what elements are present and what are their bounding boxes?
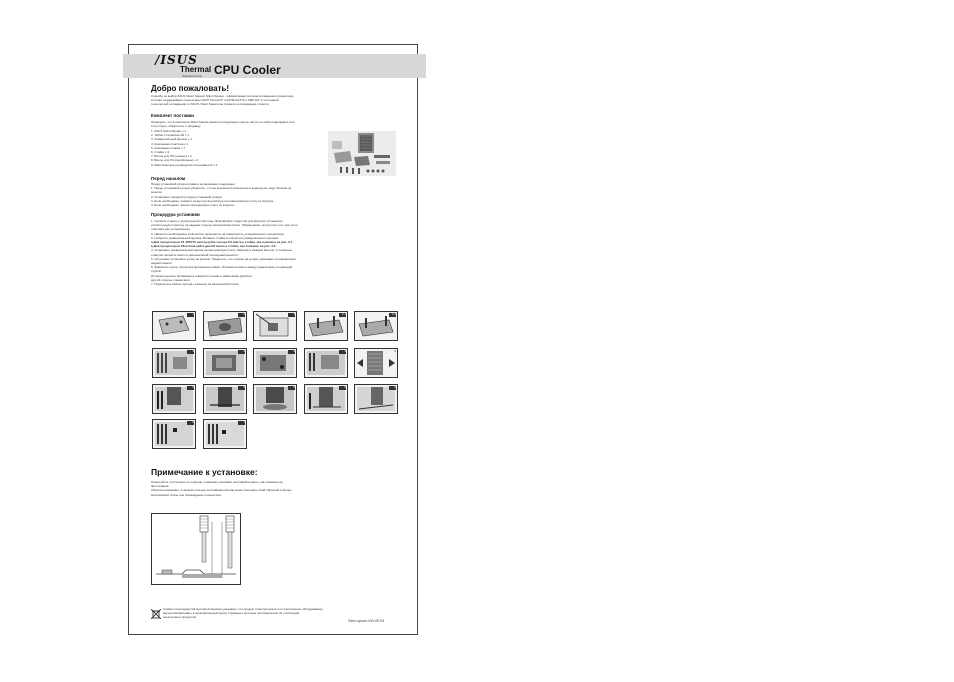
step-number: 6 [394, 385, 396, 389]
list-item: 1. ASUS Silent Square x 1 [151, 129, 187, 133]
step-number: 4 [243, 349, 245, 353]
step-number: 4 [293, 349, 295, 353]
text-line: a.Для процессоров P4 478/775 используйте четыре P4 винта в стойки, как показано на рис. 3.1. [151, 240, 293, 245]
installation-note-text [151, 480, 292, 497]
text-line: технологией охлаждения от ASUS, Silent Square вы примете охлаждающие отрасли. [151, 102, 270, 107]
text-line: которая поддерживает процессоры Intel® Pentium® 4 и/P4/LGA775 и AMD K8. С последней [151, 98, 279, 103]
text-line: нельзя выбрасывать в муниципальный мусор. Проверьте местные постановления об утилизации [163, 611, 300, 616]
weee-notice [163, 607, 323, 620]
step-number: 7 [243, 420, 245, 424]
before-heading: Перед началом [151, 176, 186, 181]
text-line: усилительную пластину на заднюю сторону материнской платы. (Примечание: пропустите этот шаг если [151, 223, 298, 228]
text-line: розетки. [151, 190, 163, 195]
package-intro [151, 120, 294, 128]
step-illustration [253, 311, 297, 341]
list-item: 6. Стойки x 4 [151, 150, 170, 155]
step-illustration [152, 419, 196, 449]
text-line: b.Для процессоров K8 используйте два K8 винта в стойки, как показано на рис. 3.2. [151, 244, 277, 249]
step-illustration [304, 384, 348, 414]
step-number: 3.1 [341, 312, 346, 316]
package-contents-photo [328, 131, 396, 176]
step-illustration [304, 311, 348, 341]
list-item: 3. Универсальный крепеж x 1 [151, 137, 192, 142]
installation-note-heading: Примечание к установке: [151, 467, 258, 477]
step-illustration [253, 384, 297, 414]
step-number: 2 [243, 312, 245, 316]
step-illustration [253, 348, 297, 378]
step-illustration [304, 348, 348, 378]
text-line: отсутствует, обратитесь к продавцу: [151, 124, 202, 129]
step-number: 4 [344, 349, 346, 353]
package-heading: Комплект поставки [151, 113, 194, 118]
step-number: 3.2 [391, 312, 396, 316]
text-line: пластина уже установлена.) [151, 227, 191, 232]
document-title: CPU Cooler [214, 63, 281, 77]
procedure-text [151, 219, 297, 286]
text-line: электронных продуктов. [163, 615, 197, 620]
text-line: Их можно крепить вставками в отверстия планки и навинчивая рукой на [151, 273, 252, 278]
text-line: Проверьте, что в комплекте Silent Square имеются следующие пункты. Если что-либо повреждено или [151, 120, 295, 124]
list-item: 9. Многоязычное руководство пользователя x 1 [151, 162, 218, 167]
step-number: 6 [293, 385, 295, 389]
list-item: 4. Крепежная пластина x 1 [151, 141, 189, 146]
step-number: 6 [192, 420, 194, 424]
thermal-logo-text: Thermal [180, 65, 212, 74]
text-line: 4. Если необходимо, выньте материнскую плату из корпуса. [151, 203, 235, 208]
step-illustration [152, 348, 196, 378]
text-line: 2. Установите процессор перед установкой кулера. [151, 194, 223, 199]
text-line: 4. Установите универсальный крепеж на материнскую плату. Закрепите каждым винтом. С помощью [151, 248, 292, 253]
step-number: 6 [243, 385, 245, 389]
step-number: 3 [293, 312, 295, 316]
recycle-bin-crossed-icon [151, 606, 161, 624]
welcome-heading: Добро пожаловать! [151, 84, 230, 93]
package-items-list [151, 129, 217, 167]
screw-tightening-diagram [151, 513, 241, 585]
step-number: 6 [344, 385, 346, 389]
step-illustration [203, 384, 247, 414]
text-line: задней панели. [151, 261, 173, 266]
step-illustration [354, 348, 398, 378]
list-item: 2. Тюбик с термопастой x 1 [151, 133, 189, 138]
step-illustration [354, 311, 398, 341]
before-text [151, 182, 291, 207]
list-item: 5. Крепежная планка x 7 [151, 145, 186, 150]
text-line: 3. Соберите универсальный крепеж. Вставьте стойки в отверстия универсального крепежа: [151, 235, 279, 240]
text-line: фотографии. [151, 484, 170, 489]
step-illustration [203, 311, 247, 341]
welcome-text [151, 94, 294, 107]
step-illustration [203, 419, 247, 449]
text-line: Обратите внимание: Слишком сильное затягивание винтов может вызывать сбой обратной стороны [151, 488, 292, 493]
text-line: 1. Перед установкой кулера убедитесь, что вы выключили компьютер и выдернули шнур питания из [151, 186, 292, 191]
text-line: 7. Подключите кабель кулера к разъему на материнской плате. [151, 282, 240, 287]
step-number: 5 [394, 349, 396, 353]
step-illustration [152, 311, 196, 341]
asus-logo: /ISUS [155, 53, 198, 67]
text-line: отвертки затяните винты в диагональной последовательности. [151, 252, 239, 257]
step-illustration [203, 348, 247, 378]
text-line: материнской платы или повреждение процессора. [151, 492, 222, 497]
text-line: другой стороне планки винт. [151, 277, 191, 282]
step-illustration [354, 384, 398, 414]
text-line: Спасибо за выбор ASUS Silent Square! Silent Square - эффективная система охлаждения процессора, [151, 94, 294, 98]
text-line: трубой. [151, 269, 162, 274]
step-illustration [152, 384, 196, 414]
list-item: 7. Винты для K8 (черные) x 2 [151, 154, 192, 159]
text-line: 1. Снимите планку с усилительной пластины. Выровняйте отверстия для винтов и установите [151, 219, 283, 223]
text-line: 2. Нанесите необходимое количество термопасты на поверхность установленного процессора. [151, 231, 285, 236]
step-number: 6 [192, 385, 194, 389]
text-line: 5. Осторожно установите кулер на крепеж. Убедитесь, что стрелки на кулере указывают в направлении [151, 256, 296, 261]
document-code: Silent square-UNV-B0 EA [348, 619, 385, 623]
text-line: Символ перечеркнутой мусорной корзины указывает, что продукт (электрическое или электронное оборудование) [163, 607, 323, 611]
text-line: 6. Закрепите кулер, используя крепежные планки. Установите винты между радиатором и подающей [151, 265, 293, 270]
step-number: 1 [192, 312, 194, 316]
list-item: 8. Винты для P4 (серебряные) x 4 [151, 158, 199, 163]
step-number: 4 [192, 349, 194, 353]
text-line: Перед установкой кулера примите во внимание следующее: [151, 182, 236, 186]
procedure-heading: Процедура установки [151, 212, 200, 217]
text-line: 3. Если необходимо, снимите кулер или вентилятор или материнскую плату из корпуса. [151, 198, 274, 203]
thermal-logo-subtext: Solutions Corp. [182, 74, 203, 78]
text-line: Пожалуйста, постепенно по очереди с равными усилиями затягивайте винты, как показано на [151, 480, 283, 484]
